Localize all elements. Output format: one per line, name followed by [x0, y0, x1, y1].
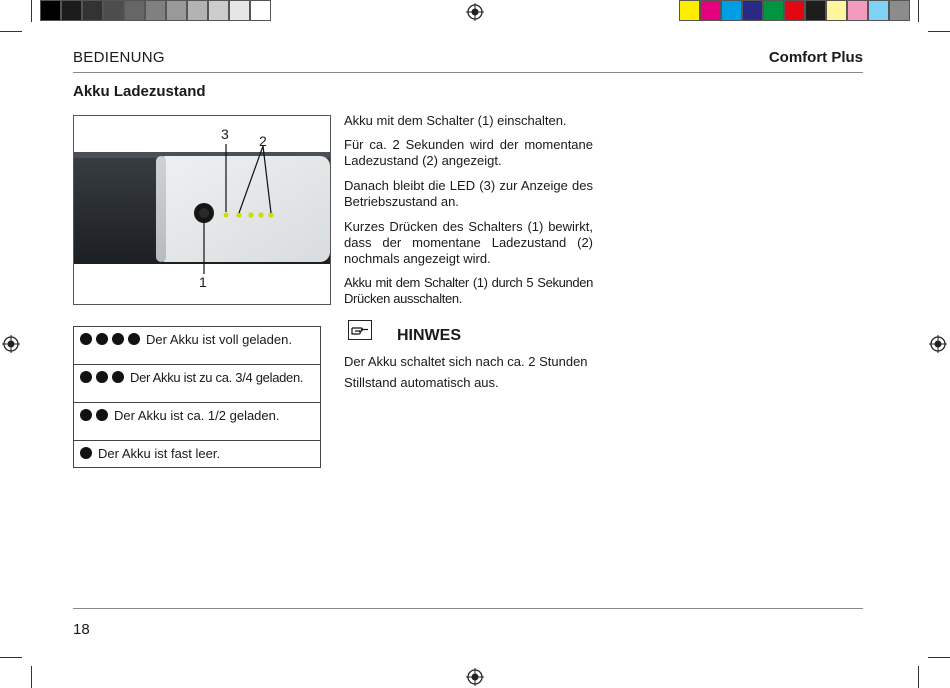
- crop-mark: [928, 31, 950, 32]
- color-swatch: [187, 0, 208, 21]
- color-swatch: [805, 0, 826, 21]
- registration-mark-icon: [929, 335, 947, 353]
- charge-dot-icon: [112, 333, 124, 345]
- color-swatch: [82, 0, 103, 21]
- battery-photo: [73, 115, 331, 305]
- instruction-5: Akku mit dem Schalter (1) durch 5 Sekunden Drücken ausschalten.: [344, 275, 593, 306]
- callout-2-label: 2: [259, 133, 267, 149]
- instruction-4: Kurzes Drücken des Schalters (1) bewirkt, dass der momentane Ladezustand (2) nochmals angezeigt wird.: [344, 219, 593, 266]
- charge-level-table: [73, 326, 321, 468]
- registration-mark-icon: [466, 668, 484, 686]
- color-swatch: [784, 0, 805, 21]
- color-swatch: [229, 0, 250, 21]
- charge-level-text: Der Akku ist zu ca. 3/4 geladen.: [130, 370, 304, 385]
- charge-level-text: Der Akku ist ca. 1/2 geladen.: [114, 408, 280, 423]
- crop-mark: [0, 31, 22, 32]
- color-calibration-bar: [679, 0, 910, 21]
- charge-dot-icon: [80, 333, 92, 345]
- color-swatch: [250, 0, 271, 21]
- page-number: 18: [73, 621, 90, 638]
- color-swatch: [166, 0, 187, 21]
- charge-dots: [80, 408, 112, 421]
- charge-dots: [80, 446, 96, 459]
- charge-level-text: Der Akku ist fast leer.: [98, 446, 221, 461]
- color-swatch: [124, 0, 145, 21]
- charge-dot-icon: [80, 371, 92, 383]
- note-heading: HINWES: [397, 327, 461, 344]
- crop-mark: [928, 657, 950, 658]
- callout-3-label: 3: [221, 126, 229, 142]
- crop-mark: [31, 0, 32, 22]
- grayscale-calibration-bar: [40, 0, 271, 21]
- color-swatch: [61, 0, 82, 21]
- charge-dot-icon: [112, 371, 124, 383]
- crop-mark: [918, 666, 919, 688]
- color-swatch: [679, 0, 700, 21]
- color-swatch: [847, 0, 868, 21]
- color-swatch: [889, 0, 910, 21]
- note-text-line1: Der Akku schaltet sich nach ca. 2 Stunden: [344, 354, 588, 369]
- charge-dot-icon: [128, 333, 140, 345]
- registration-mark-icon: [2, 335, 20, 353]
- charge-dot-icon: [80, 409, 92, 421]
- charge-level-row: [74, 403, 320, 441]
- charge-level-row: [74, 365, 320, 403]
- charge-dot-icon: [96, 409, 108, 421]
- color-swatch: [868, 0, 889, 21]
- color-swatch: [145, 0, 166, 21]
- color-swatch: [721, 0, 742, 21]
- color-swatch: [103, 0, 124, 21]
- crop-mark: [31, 666, 32, 688]
- instruction-1: Akku mit dem Schalter (1) einschalten.: [344, 113, 567, 128]
- charge-level-row: [74, 441, 320, 467]
- note-text-line2: Stillstand automatisch aus.: [344, 375, 499, 390]
- charge-level-text: Der Akku ist voll geladen.: [146, 332, 292, 347]
- crop-mark: [918, 0, 919, 22]
- page-title: Akku Ladezustand: [73, 83, 206, 100]
- charge-dot-icon: [80, 447, 92, 459]
- charge-dots: [80, 332, 144, 345]
- color-swatch: [763, 0, 784, 21]
- section-header: BEDIENUNG: [73, 49, 165, 66]
- crop-mark: [0, 657, 22, 658]
- color-swatch: [40, 0, 61, 21]
- color-swatch: [742, 0, 763, 21]
- color-swatch: [826, 0, 847, 21]
- pointing-hand-icon: [348, 320, 372, 340]
- product-name: Comfort Plus: [768, 49, 863, 66]
- charge-dots: [80, 370, 128, 383]
- footer-divider: [73, 608, 863, 609]
- charge-dot-icon: [96, 371, 108, 383]
- color-swatch: [208, 0, 229, 21]
- charge-level-row: [74, 327, 320, 365]
- registration-mark-icon: [466, 3, 484, 21]
- callout-1-label: 1: [199, 274, 207, 290]
- instruction-2: Für ca. 2 Sekunden wird der momentane Ladezustand (2) angezeigt.: [344, 137, 593, 168]
- instruction-3: Danach bleibt die LED (3) zur Anzeige des Betriebszustand an.: [344, 178, 593, 209]
- header-divider: [73, 72, 863, 73]
- color-swatch: [700, 0, 721, 21]
- charge-dot-icon: [96, 333, 108, 345]
